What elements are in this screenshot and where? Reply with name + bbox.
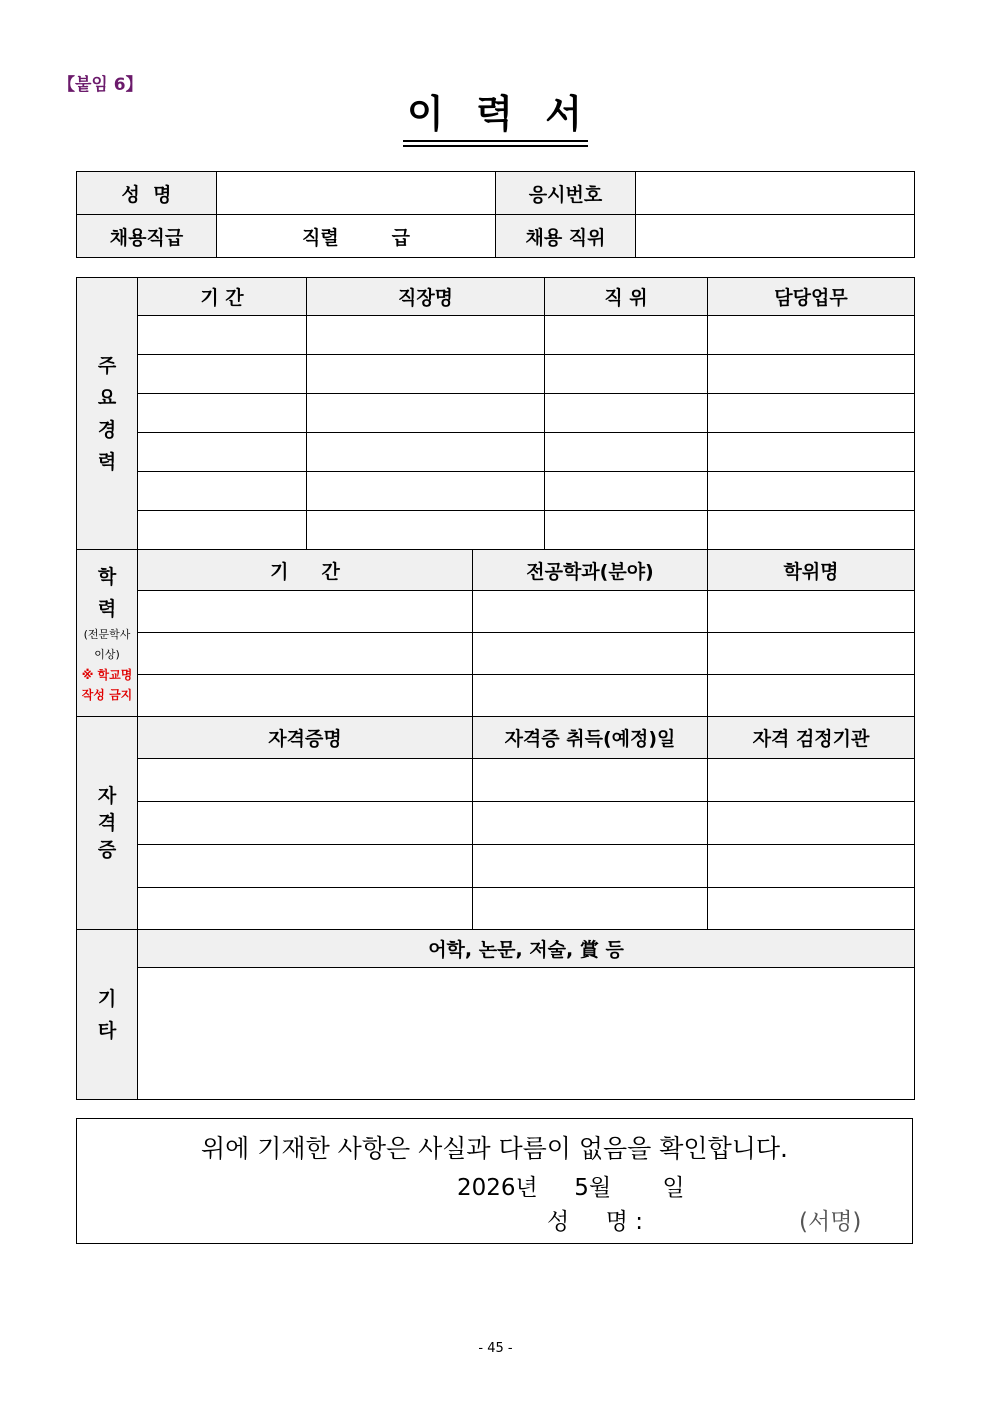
career-cell[interactable]	[545, 394, 708, 433]
career-cell[interactable]	[138, 433, 307, 472]
career-row	[77, 316, 915, 355]
resume-table	[76, 277, 915, 1100]
signature-field[interactable]: (서명)	[799, 1209, 862, 1235]
license-row	[77, 759, 915, 802]
career-col-company: 직장명	[307, 278, 545, 316]
career-cell[interactable]	[138, 394, 307, 433]
license-cell[interactable]	[473, 802, 708, 845]
career-col-duties: 담당업무	[708, 278, 915, 316]
license-cell[interactable]	[708, 845, 915, 888]
applicant-info-table	[76, 171, 915, 258]
career-cell[interactable]	[307, 472, 545, 511]
education-col-period: 기 간	[138, 550, 473, 591]
license-cell[interactable]	[473, 888, 708, 930]
license-cell[interactable]	[138, 888, 473, 930]
grade-label: 채용직급	[77, 215, 217, 258]
license-col-name: 자격증명	[138, 717, 473, 759]
license-cell[interactable]	[708, 759, 915, 802]
career-cell[interactable]	[138, 511, 307, 550]
license-col-date: 자격증 취득(예정)일	[473, 717, 708, 759]
career-cell[interactable]	[138, 316, 307, 355]
career-cell[interactable]	[138, 355, 307, 394]
license-col-issuer: 자격 검정기관	[708, 717, 915, 759]
education-cell[interactable]	[708, 675, 915, 717]
other-side-label: 기 타	[77, 930, 138, 1100]
attachment-label: 【붙임 6】	[58, 75, 143, 95]
education-cell[interactable]	[473, 591, 708, 633]
page-number: - 45 -	[478, 1341, 513, 1356]
name-label: 성 명	[77, 172, 217, 215]
career-cell[interactable]	[545, 316, 708, 355]
career-cell[interactable]	[307, 394, 545, 433]
license-cell[interactable]	[138, 845, 473, 888]
exam-number-field[interactable]	[636, 172, 915, 215]
education-cell[interactable]	[708, 591, 915, 633]
license-cell[interactable]	[473, 845, 708, 888]
position-label: 채용 직위	[496, 215, 636, 258]
career-side-label: 주 요 경 력	[77, 278, 138, 550]
career-cell[interactable]	[545, 433, 708, 472]
career-row	[77, 355, 915, 394]
career-cell[interactable]	[307, 511, 545, 550]
career-row	[77, 394, 915, 433]
career-cell[interactable]	[545, 511, 708, 550]
career-cell[interactable]	[307, 316, 545, 355]
title-text: 이 력 서	[403, 88, 588, 142]
license-side-label: 자 격 증	[77, 717, 138, 930]
education-row	[77, 591, 915, 633]
career-row	[77, 472, 915, 511]
education-cell[interactable]	[138, 633, 473, 675]
career-row	[77, 511, 915, 550]
career-cell[interactable]	[307, 355, 545, 394]
position-field[interactable]	[636, 215, 915, 258]
career-cell[interactable]	[708, 511, 915, 550]
document-title	[0, 88, 991, 142]
education-side-note: (전문학사 이상)	[83, 628, 131, 661]
other-content-field[interactable]	[138, 968, 915, 1100]
career-cell[interactable]	[545, 355, 708, 394]
license-row	[77, 802, 915, 845]
career-row	[77, 433, 915, 472]
confirmation-statement: 위에 기재한 사항은 사실과 다름이 없음을 확인합니다.	[201, 1134, 788, 1163]
career-cell[interactable]	[708, 433, 915, 472]
license-row	[77, 888, 915, 930]
confirmation-name-label: 성 명 :	[547, 1209, 644, 1235]
education-cell[interactable]	[708, 633, 915, 675]
career-cell[interactable]	[708, 316, 915, 355]
career-col-title: 직 위	[545, 278, 708, 316]
education-side	[77, 550, 138, 717]
name-field[interactable]	[217, 172, 496, 215]
license-cell[interactable]	[473, 759, 708, 802]
confirmation-box	[76, 1118, 913, 1244]
education-cell[interactable]	[138, 591, 473, 633]
grade-field[interactable]: 직렬 급	[217, 215, 496, 258]
license-row	[77, 845, 915, 888]
education-col-degree: 학위명	[708, 550, 915, 591]
education-side-label: 학 력	[97, 566, 117, 620]
career-cell[interactable]	[708, 472, 915, 511]
career-col-period: 기 간	[138, 278, 307, 316]
education-side-warning: ※ 학교명 작성 금지	[81, 668, 133, 702]
career-cell[interactable]	[708, 355, 915, 394]
career-cell[interactable]	[708, 394, 915, 433]
education-cell[interactable]	[473, 633, 708, 675]
license-cell[interactable]	[138, 802, 473, 845]
license-cell[interactable]	[138, 759, 473, 802]
exam-number-label: 응시번호	[496, 172, 636, 215]
education-row	[77, 675, 915, 717]
career-cell[interactable]	[138, 472, 307, 511]
career-cell[interactable]	[307, 433, 545, 472]
education-cell[interactable]	[473, 675, 708, 717]
education-cell[interactable]	[138, 675, 473, 717]
confirmation-date[interactable]: 2026년 5월 일	[457, 1175, 685, 1201]
license-cell[interactable]	[708, 888, 915, 930]
career-cell[interactable]	[545, 472, 708, 511]
license-cell[interactable]	[708, 802, 915, 845]
other-header: 어학, 논문, 저술, 賞 등	[138, 930, 915, 968]
education-row	[77, 633, 915, 675]
education-col-major: 전공학과(분야)	[473, 550, 708, 591]
